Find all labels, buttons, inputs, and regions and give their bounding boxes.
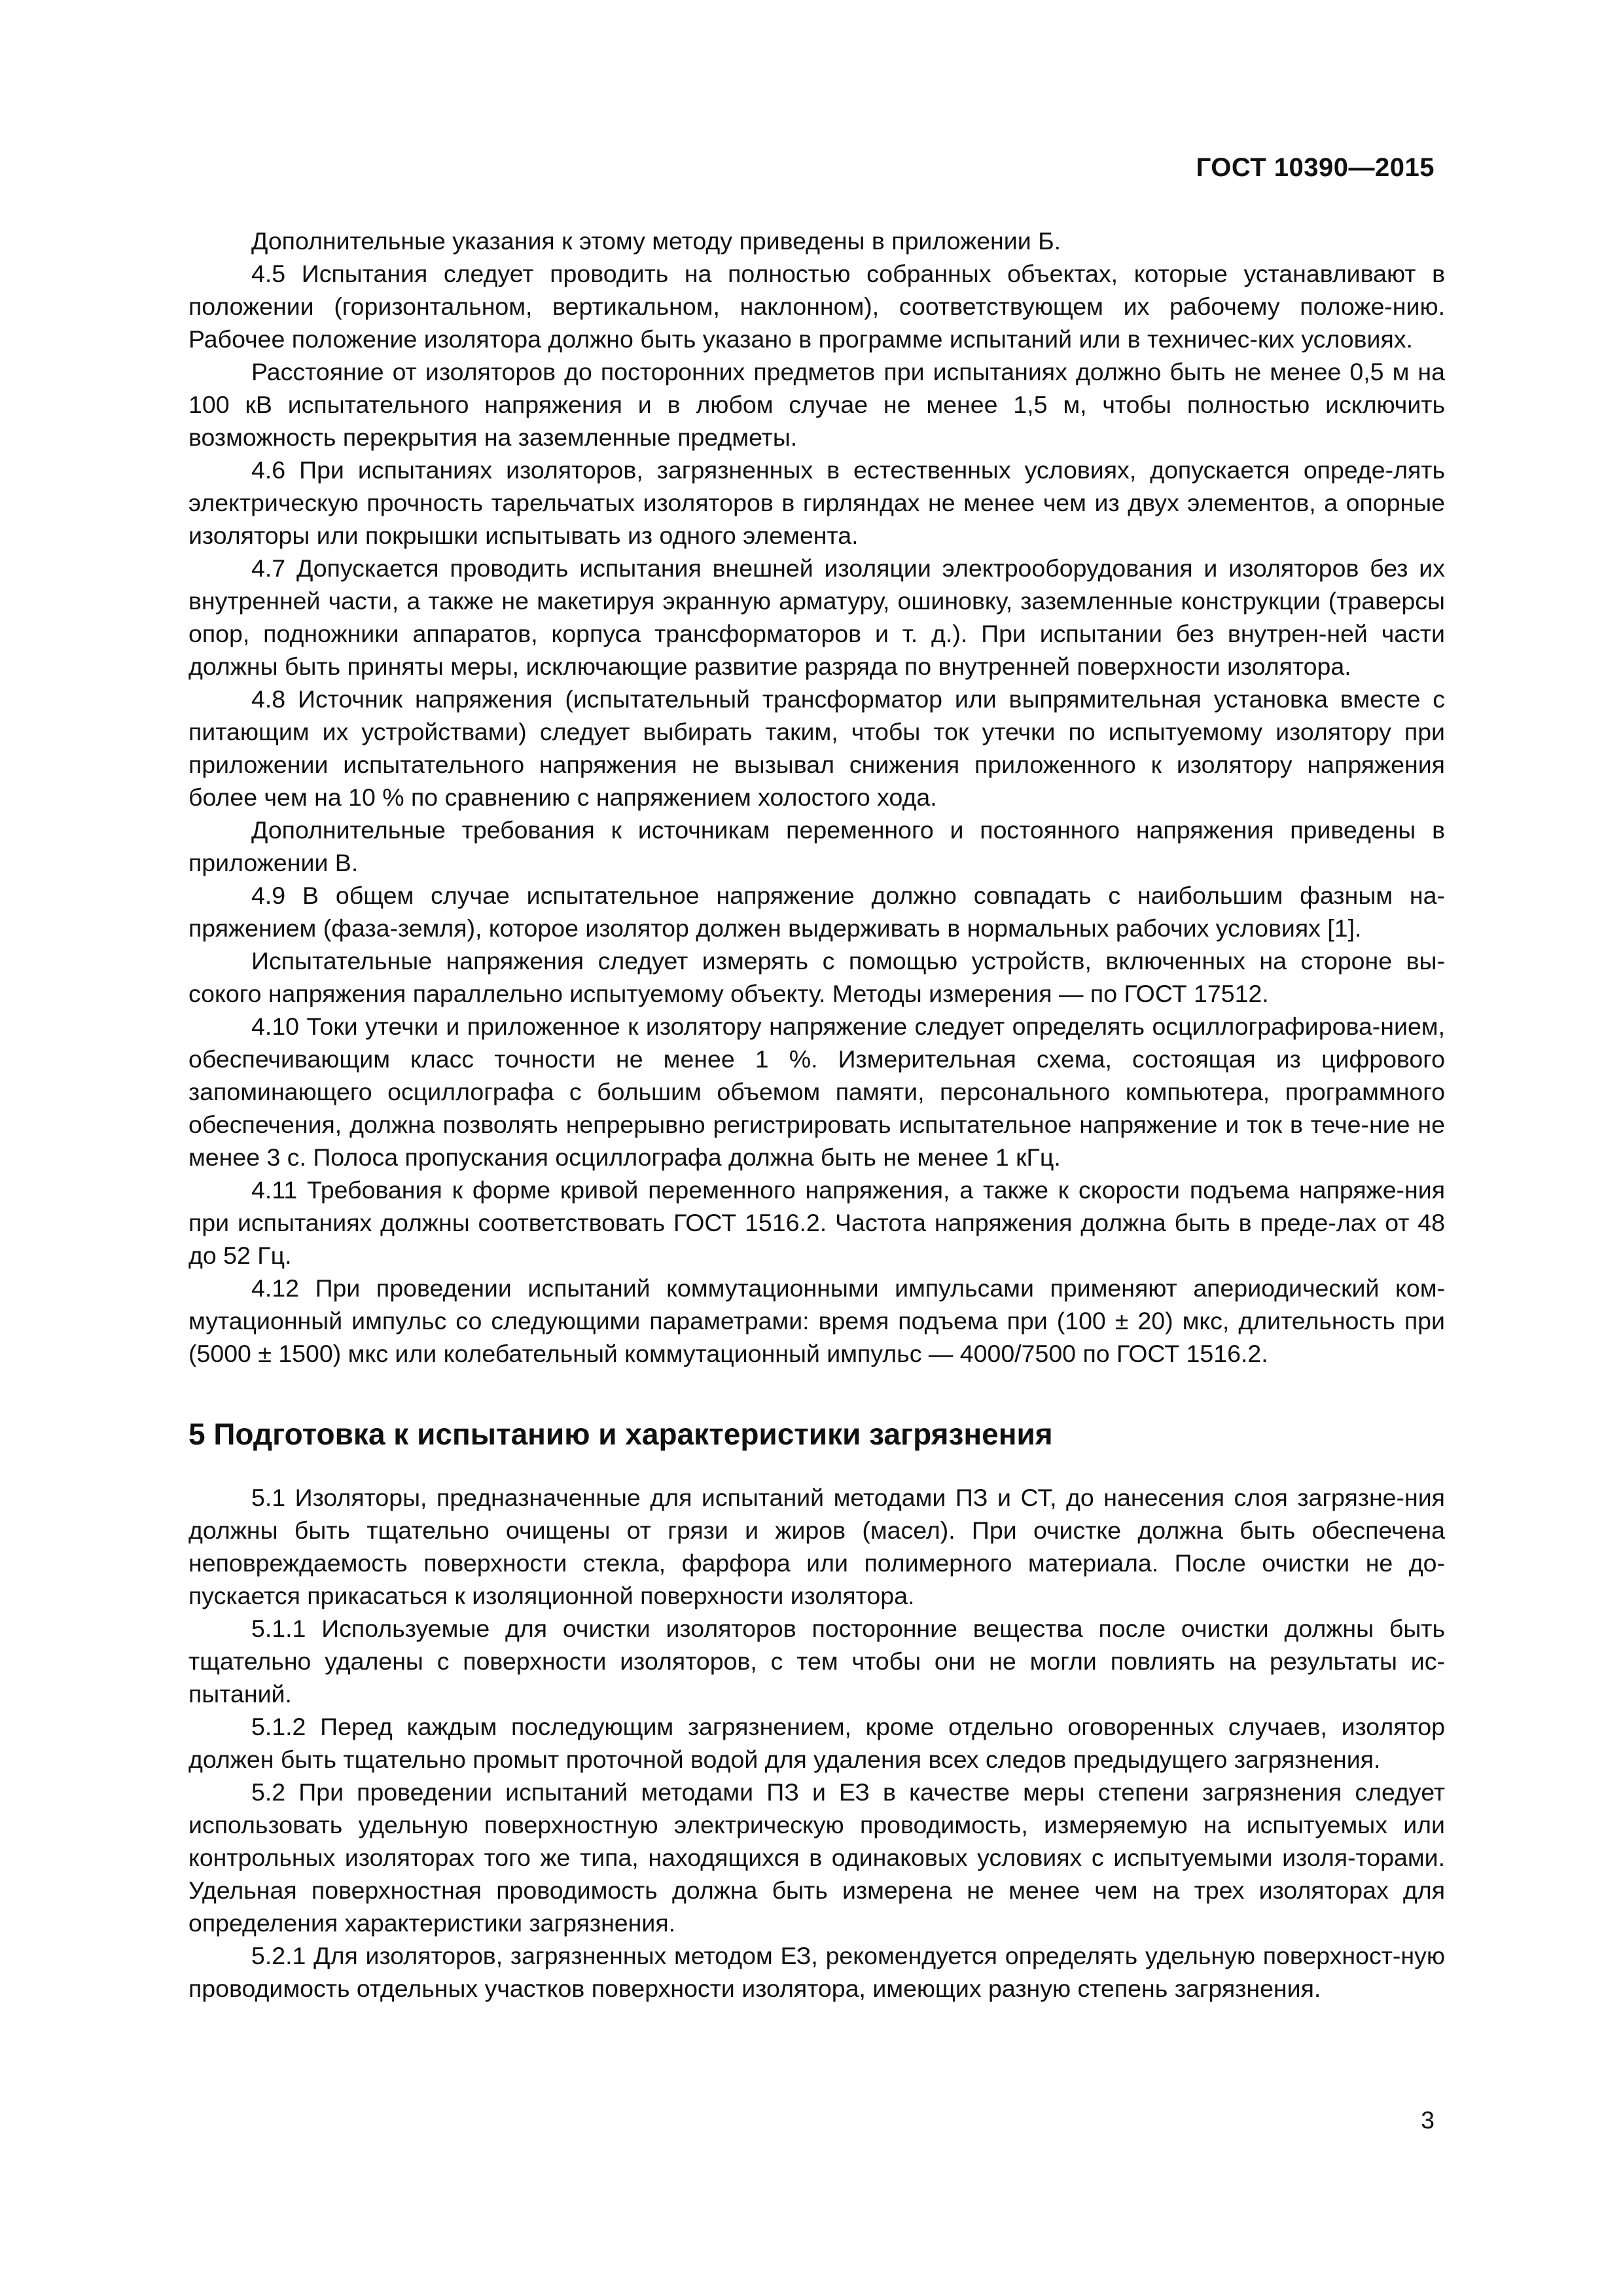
paragraph: Расстояние от изоляторов до посторонних предметов при испытаниях должно быть не менее 0,5 м на 100 кВ испытательного напряжения и в любом случае не менее 1,5 м, чтобы полностью исключить возможность перекрытия на заземленные предметы.	[188, 358, 1445, 451]
page-number: 3	[1421, 2106, 1435, 2134]
paragraph-4-7: 4.7 Допускается проводить испытания внешней изоляции электрооборудования и изоляторов без их внутренней части, а также не макетируя экранную арматуру, ошиновку, заземленные конструкции (траверсы опор, подножники аппаратов, корпуса трансформаторов и т. д.). При испытании без внутрен-ней части должны быть приняты меры, исключающие развитие разряда по внутренней поверхности изолятора.	[188, 554, 1445, 680]
paragraph-4-10: 4.10 Токи утечки и приложенное к изолятору напряжение следует определять осциллографирова-нием, обеспечивающим класс точности не менее 1 %. Измерительная схема, состоящая из цифрового запоминающего осциллографа с большим объемом памяти, персонального компьютера, программного обеспечения, должна позволять непрерывно регистрировать испытательное напряжение и ток в тече-ние не менее 3 с. Полоса пропускания осциллографа должна быть не менее 1 кГц.	[188, 1013, 1445, 1171]
paragraph-5-1-1: 5.1.1 Используемые для очистки изоляторов посторонние вещества после очистки должны быть тщательно удалены с поверхности изоляторов, с тем чтобы они не могли повлиять на результаты ис-пытаний.	[188, 1615, 1445, 1708]
paragraph-4-12: 4.12 При проведении испытаний коммутационными импульсами применяют апериодический ком-мутационный импульс со следующими параметрами: время подъема при (100 ± 20) мкс, длительность при (5000 ± 1500) мкс или колебательный коммутационный импульс — 4000/7500 по ГОСТ 1516.2.	[188, 1274, 1445, 1367]
paragraph-4-5: 4.5 Испытания следует проводить на полностью собранных объектах, которые устанавливают в положении (горизонтальном, вертикальном, наклонном), соответствующем их рабочему положе-нию. Рабочее положение изолятора должно быть указано в программе испытаний или в техничес-ких условиях.	[188, 260, 1445, 353]
paragraph-4-9: 4.9 В общем случае испытательное напряжение должно совпадать с наибольшим фазным на-пряжением (фаза-земля), которое изолятор должен выдерживать в нормальных рабочих условиях [1].	[188, 882, 1445, 942]
document-body	[188, 224, 1445, 2005]
paragraph-4-11: 4.11 Требования к форме кривой переменного напряжения, а также к скорости подъема напряже-ния при испытаниях должны соответствовать ГОСТ 1516.2. Частота напряжения должна быть в преде-лах от 48 до 52 Гц.	[188, 1176, 1445, 1269]
paragraph-5-1-2: 5.1.2 Перед каждым последующим загрязнением, кроме отдельно оговоренных случаев, изолятор должен быть тщательно промыт проточной водой для удаления всех следов предыдущего загрязнения.	[188, 1713, 1445, 1773]
paragraph-5-2: 5.2 При проведении испытаний методами ПЗ и ЕЗ в качестве меры степени загрязнения следует использовать удельную поверхностную электрическую проводимость, измеряемую на испытуемых или контрольных изоляторах того же типа, находящихся в одинаковых условиях с испытуемыми изоля-торами. Удельная поверхностная проводимость должна быть измерена не менее чем на трех изоляторах для определения характеристики загрязнения.	[188, 1778, 1445, 1937]
paragraph: Дополнительные указания к этому методу приведены в приложении Б.	[251, 227, 1061, 255]
paragraph-4-6: 4.6 При испытаниях изоляторов, загрязненных в естественных условиях, допускается опреде-лять электрическую прочность тарельчатых изоляторов в гирляндах не менее чем из двух элементов, а опорные изоляторы или покрышки испытывать из одного элемента.	[188, 456, 1445, 549]
paragraph: Дополнительные требования к источникам переменного и постоянного напряжения приведены в приложении В.	[188, 816, 1445, 876]
paragraph: Испытательные напряжения следует измерять с помощью устройств, включенных на стороне вы-сокого напряжения параллельно испытуемому объекту. Методы измерения — по ГОСТ 17512.	[188, 947, 1445, 1007]
section-5-heading: 5 Подготовка к испытанию и характеристики загрязнения	[188, 1417, 1053, 1451]
paragraph-5-2-1: 5.2.1 Для изоляторов, загрязненных методом ЕЗ, рекомендуется определять удельную поверхност-ную проводимость отдельных участков поверхности изолятора, имеющих разную степень загрязнения.	[188, 1942, 1445, 2002]
standard-designation: ГОСТ 10390—2015	[1196, 153, 1435, 182]
paragraph-4-8: 4.8 Источник напряжения (испытательный трансформатор или выпрямительная установка вместе с питающим их устройствами) следует выбирать таким, чтобы ток утечки по испытуемому изолятору при приложении испытательного напряжения не вызывал снижения приложенного к изолятору напряжения более чем на 10 % по сравнению с напряжением холостого хода.	[188, 685, 1445, 811]
paragraph-5-1: 5.1 Изоляторы, предназначенные для испытаний методами ПЗ и СТ, до нанесения слоя загрязне-ния должны быть тщательно очищены от грязи и жиров (масел). При очистке должна быть обеспечена неповреждаемость поверхности стекла, фарфора или полимерного материала. После очистки не до-пускается прикасаться к изоляционной поверхности изолятора.	[188, 1484, 1445, 1609]
